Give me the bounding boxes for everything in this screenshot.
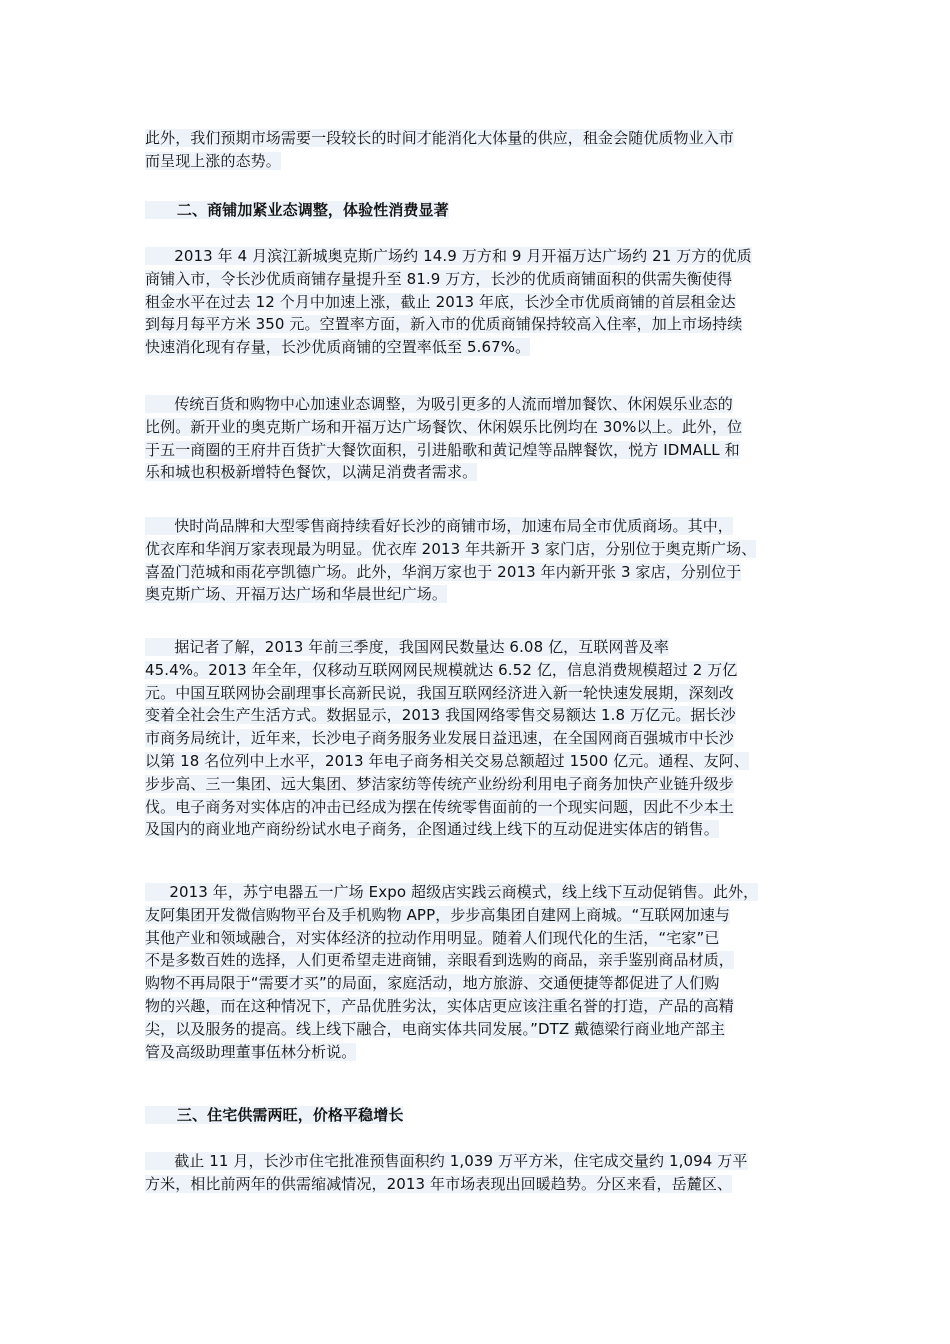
text-line: 物的兴趣，而在这种情况下，产品优胜劣汰，实体店更应该注重名誉的打造，产品的高精 (145, 996, 734, 1015)
text-line: 奥克斯广场、开福万达广场和华晨世纪广场。 (145, 585, 448, 604)
text-line: 据记者了解，2013 年前三季度，我国网民数量达 6.08 亿，互联网普及率 (145, 638, 669, 656)
text-line: 方米，相比前两年的供需缩减情况，2013 年市场表现出回暖趋势。分区来看，岳麓区、 (145, 1174, 733, 1193)
text-line: 伐。电子商务对实体店的冲击已经成为摆在传统零售面前的一个现实问题，因此不少本土 (145, 797, 734, 816)
text-line: 截止 11 月，长沙市住宅批准预售面积约 1,039 万平方米，住宅成交量约 1,094 万平 (145, 1152, 748, 1170)
paragraph-online-offline (145, 881, 825, 1063)
text-line: 优衣库和华润万家表现最为明显。优衣库 2013 年共新开 3 家门店，分别位于奥克斯广场、 (145, 539, 757, 558)
text-line: 元。中国互联网协会副理事长高新民说，我国互联网经济进入新一轮快速发展期，深刻改 (145, 683, 734, 702)
text-line: 到每月每平方米 350 元。空置率方面，新入市的优质商铺保持较高入住率，加上市场持续 (145, 315, 743, 334)
paragraph-housing-supply (145, 1150, 825, 1196)
text-line: 及国内的商业地产商纷纷试水电子商务，企图通过线上线下的互动促进实体店的销售。 (145, 820, 719, 839)
paragraph-business-mix (145, 393, 825, 484)
text-line: 快速消化现有存量，长沙优质商铺的空置率低至 5.67%。 (145, 338, 531, 357)
text-line: 其他产业和领域融合，对实体经济的拉动作用明显。随着人们现代化的生活，“宅家”已 (145, 928, 720, 947)
text-line: 喜盈门范城和雨花亭凯德广场。此外，华润万家也于 2013 年内新开张 3 家店，分别位于 (145, 562, 742, 581)
paragraph-supply-outlook (145, 127, 825, 173)
text-line: 租金水平在过去 12 个月中加速上涨，截止 2013 年底，长沙全市优质商铺的首层租金达 (145, 292, 736, 311)
text-line: 45.4%。2013 年全年，仅移动互联网网民规模就达 6.52 亿，信息消费规模超过 2 万亿 (145, 660, 738, 679)
text-line: 步步高、三一集团、远大集团、梦洁家纺等传统产业纷纷利用电子商务加快产业链升级步 (145, 774, 734, 793)
text-line: 2013 年 4 月滨江新城奥克斯广场约 14.9 万方和 9 月开福万达广场约 21 万方的优质 (145, 247, 752, 265)
section-heading-retail (145, 199, 825, 222)
text-line: 比例。新开业的奥克斯广场和开福万达广场餐饮、休闲娱乐比例均在 30%以上。此外，位 (145, 417, 743, 436)
text-line: 不是多数百姓的选择，人们更希望走进商铺，亲眼看到选购的商品，亲手鉴别商品材质， (145, 951, 734, 970)
text-line: 快时尚品牌和大型零售商持续看好长沙的商铺市场，加速布局全市优质商场。其中， (145, 517, 733, 535)
text-line: 传统百货和购物中心加速业态调整，为吸引更多的人流而增加餐饮、休闲娱乐业态的 (145, 395, 733, 413)
section-heading-housing (145, 1104, 825, 1127)
text-line: 此外，我们预期市场需要一段较长的时间才能消化大体量的供应，租金会随优质物业入市 (145, 129, 734, 147)
heading-line: 二、商铺加紧业态调整，体验性消费显著 (145, 201, 449, 219)
text-line: 变着全社会生产生活方式。数据显示，2013 我国网络零售交易额达 1.8 万亿元。据长沙 (145, 706, 736, 725)
text-line: 购物不再局限于“需要才买”的局面，家庭活动，地方旅游、交通便捷等都促进了人们购 (145, 974, 720, 993)
text-line: 管及高级助理董事伍林分析说。 (145, 1042, 357, 1061)
text-line: 商铺入市，令长沙优质商铺存量提升至 81.9 万方，长沙的优质商铺面积的供需失衡使得 (145, 269, 733, 288)
text-line: 市商务局统计，近年来，长沙电子商务服务业发展日益迅速，在全国网商百强城市中长沙 (145, 729, 734, 748)
paragraph-internet-economy (145, 636, 825, 841)
heading-line: 三、住宅供需两旺，价格平稳增长 (145, 1106, 404, 1124)
text-line: 于五一商圈的王府井百货扩大餐饮面积，引进船歌和黄记煌等品牌餐饮，悦方 IDMALL 和 (145, 440, 740, 459)
text-line: 2013 年，苏宁电器五一广场 Expo 超级店实践云商模式，线上线下互动促销售。此外， (145, 883, 759, 901)
paragraph-retail-supply (145, 245, 825, 359)
text-line: 以第 18 名位列中上水平，2013 年电子商务相关交易总额超过 1500 亿元。通程、友阿、 (145, 751, 749, 770)
text-line: 而呈现上涨的态势。 (145, 151, 281, 170)
paragraph-fast-fashion (145, 515, 825, 606)
text-line: 尖，以及服务的提高。线上线下融合，电商实体共同发展。”DTZ 戴德梁行商业地产部主 (145, 1019, 726, 1038)
text-line: 友阿集团开发微信购物平台及手机购物 APP，步步高集团自建网上商城。“互联网加速与 (145, 905, 730, 924)
text-line: 乐和城也积极新增特色餐饮，以满足消费者需求。 (145, 463, 478, 482)
